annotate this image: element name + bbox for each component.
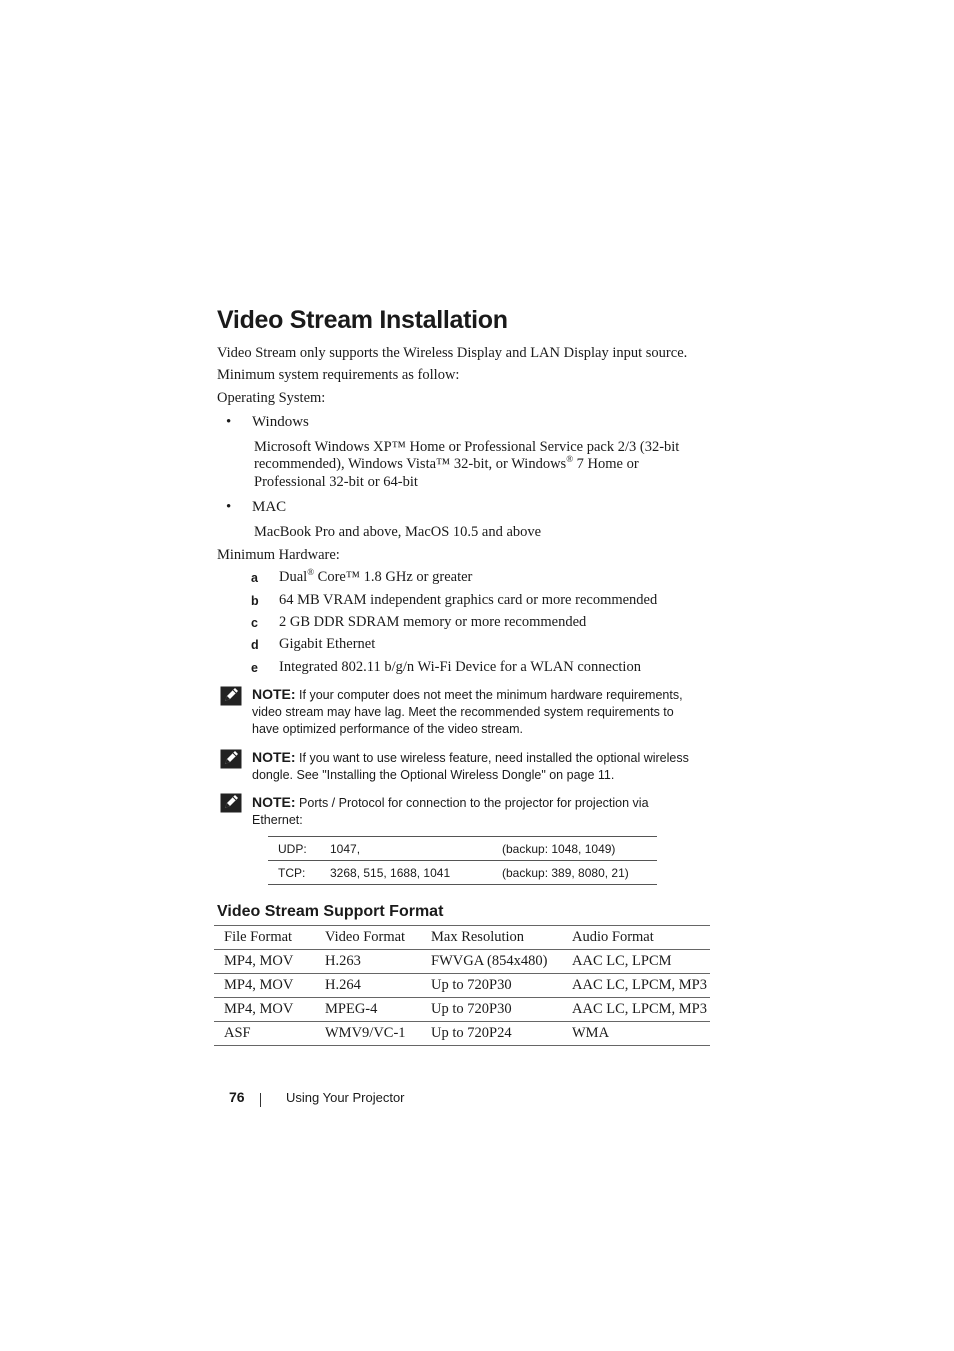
hardware-heading: Minimum Hardware:: [217, 547, 340, 563]
hardware-item-text: Gigabit Ethernet: [279, 636, 376, 652]
hardware-item-text: Dual® Core™ 1.8 GHz or greater: [279, 567, 473, 585]
intro-text: Video Stream only supports the Wireless Display and LAN Display input source.: [217, 345, 688, 361]
os-mac-line1: MacBook Pro and above, MacOS 10.5 and above: [254, 524, 542, 540]
os-windows-line1: Microsoft Windows XP™ Home or Professional Service pack 2/3 (32-bit: [254, 439, 680, 455]
os-mac-label: MAC: [252, 499, 287, 515]
list-letter: e: [251, 661, 258, 675]
column-header: Video Format: [315, 926, 421, 950]
table-cell: H.264: [315, 974, 421, 998]
os-windows-label: Windows: [252, 414, 309, 430]
bullet-icon: •: [226, 499, 232, 515]
column-header: Max Resolution: [421, 926, 562, 950]
table-cell: ASF: [214, 1022, 315, 1046]
hardware-item-text: 2 GB DDR SDRAM memory or more recommended: [279, 614, 587, 630]
os-windows-line2: recommended), Windows Vista™ 32-bit, or Windows® 7 Home or: [254, 454, 639, 472]
table-row: [268, 837, 657, 861]
port-backup: (backup: 1048, 1049): [502, 837, 657, 861]
list-letter: c: [251, 616, 258, 630]
footer-section-title: Using Your Projector: [286, 1090, 405, 1105]
list-letter: a: [251, 571, 258, 585]
table-row: [214, 998, 710, 1022]
hardware-item-text: 64 MB VRAM independent graphics card or more recommended: [279, 592, 658, 608]
column-header: File Format: [214, 926, 315, 950]
table-cell: AAC LC, LPCM, MP3: [562, 974, 710, 998]
table-cell: AAC LC, LPCM: [562, 950, 710, 974]
note-1: NOTE: If your computer does not meet the minimum hardware requirements, video stream may have lag. Meet the recommended system requirements to have optimized performance of the video stream.: [252, 686, 683, 737]
hardware-item-text: Integrated 802.11 b/g/n Wi-Fi Device for a WLAN connection: [279, 659, 641, 675]
port-protocol: UDP:: [268, 837, 330, 861]
list-letter: b: [251, 594, 259, 608]
port-protocol: TCP:: [268, 861, 330, 885]
page-number: 76: [229, 1089, 245, 1105]
table-row: [214, 950, 710, 974]
table-cell: Up to 720P30: [421, 974, 562, 998]
note-3: NOTE: Ports / Protocol for connection to the projector for projection via Ethernet:: [252, 794, 649, 828]
note-pencil-icon: [220, 793, 242, 813]
table-cell: Up to 720P24: [421, 1022, 562, 1046]
support-format-table: [214, 925, 710, 1046]
note-pencil-icon: [220, 686, 242, 706]
table-row: [268, 861, 657, 885]
table-cell: WMA: [562, 1022, 710, 1046]
table-cell: MP4, MOV: [214, 998, 315, 1022]
os-windows-line3: Professional 32-bit or 64-bit: [254, 474, 418, 490]
table-cell: AAC LC, LPCM, MP3: [562, 998, 710, 1022]
note-pencil-icon: [220, 749, 242, 769]
ports-table: [268, 836, 657, 885]
port-backup: (backup: 389, 8080, 21): [502, 861, 657, 885]
table-cell: MP4, MOV: [214, 974, 315, 998]
port-list: 3268, 515, 1688, 1041: [330, 861, 502, 885]
port-list: 1047,: [330, 837, 502, 861]
bullet-icon: •: [226, 414, 232, 430]
list-letter: d: [251, 638, 259, 652]
table-cell: H.263: [315, 950, 421, 974]
section-title: Video Stream Support Format: [217, 903, 444, 920]
table-cell: MP4, MOV: [214, 950, 315, 974]
table-cell: WMV9/VC-1: [315, 1022, 421, 1046]
os-heading: Operating System:: [217, 390, 326, 406]
table-row: [214, 1022, 710, 1046]
footer-divider: [260, 1093, 261, 1107]
column-header: Audio Format: [562, 926, 710, 950]
requirements-intro: Minimum system requirements as follow:: [217, 367, 460, 383]
table-header-row: [214, 926, 710, 950]
table-cell: MPEG-4: [315, 998, 421, 1022]
note-2: NOTE: If you want to use wireless feature, need installed the optional wireless dongle. See "Installing the Optional Wireless Dongle" on page 11.: [252, 749, 689, 783]
table-cell: FWVGA (854x480): [421, 950, 562, 974]
table-cell: Up to 720P30: [421, 998, 562, 1022]
page-title: Video Stream Installation: [217, 306, 508, 334]
table-row: [214, 974, 710, 998]
